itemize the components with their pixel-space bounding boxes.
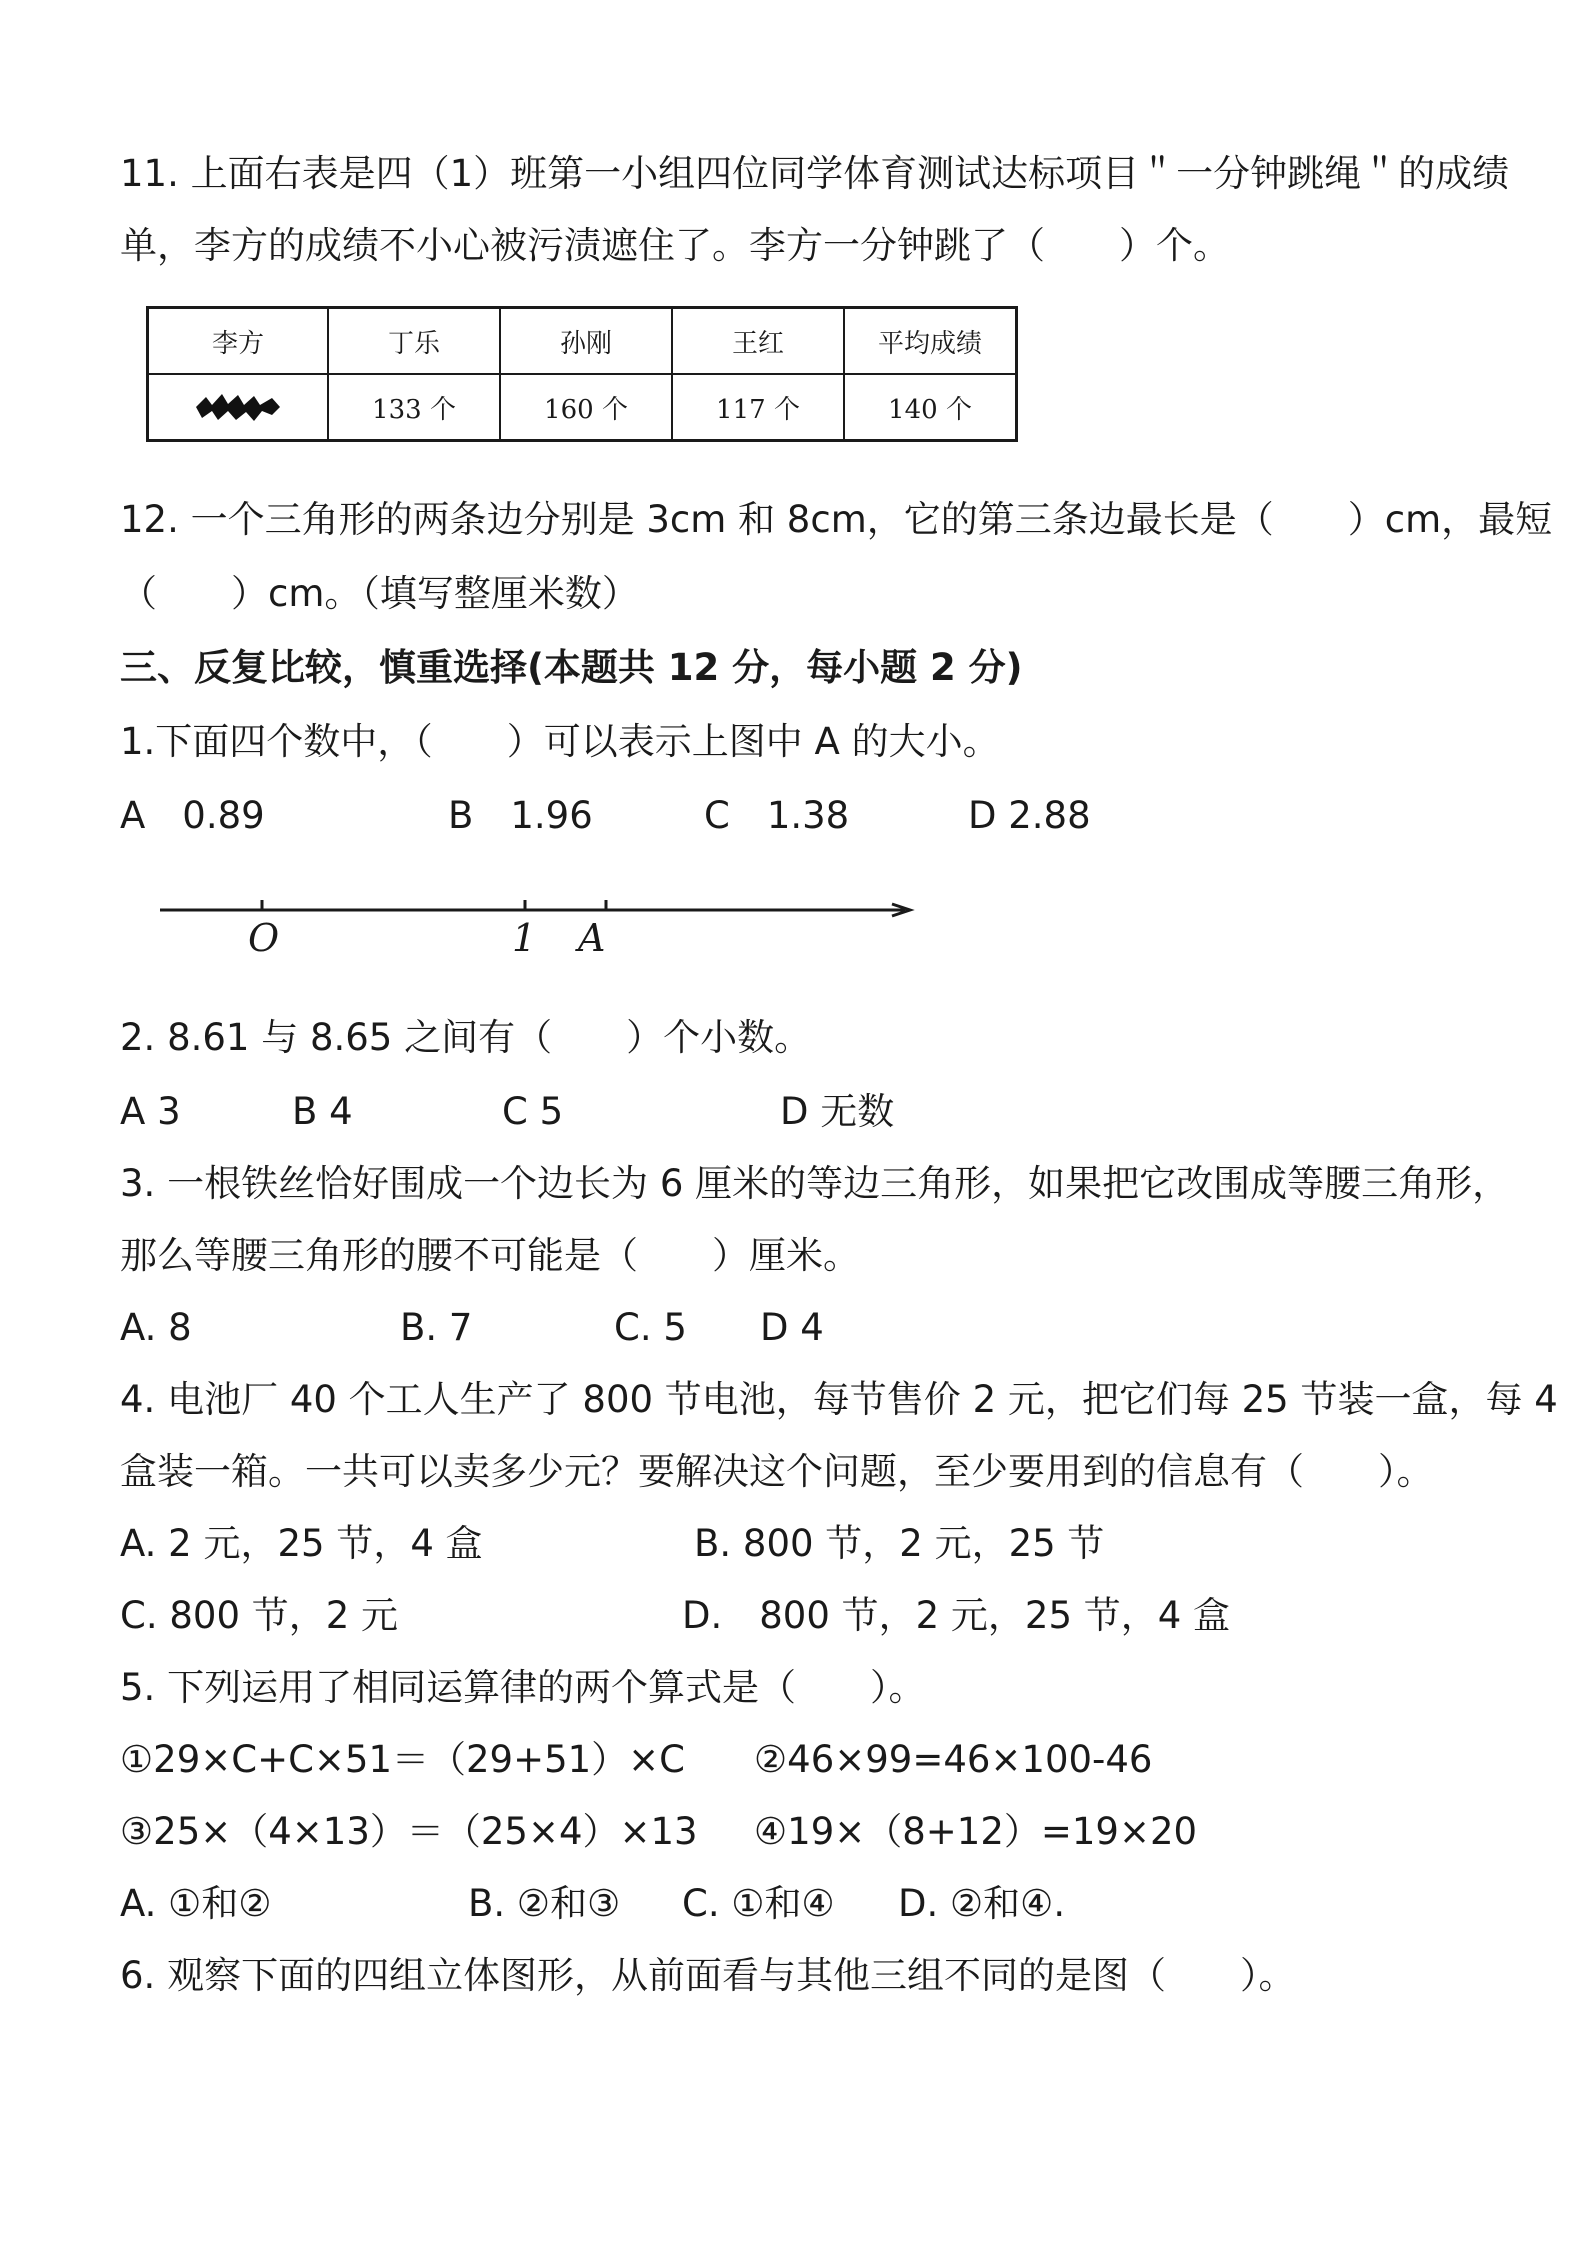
- c5-question: 5. 下列运用了相同运算律的两个算式是（ ）。: [120, 1666, 926, 1709]
- q11-line2: 单，李方的成绩不小心被污渍遮住了。李方一分钟跳了（ ）个。: [120, 224, 1230, 267]
- table-row: [148, 374, 1017, 441]
- table-header-cell: 丁乐: [328, 308, 500, 375]
- c2-option-a: A 3: [120, 1090, 181, 1133]
- c1-option-b: B 1.96: [448, 794, 593, 837]
- c1-option-c: C 1.38: [704, 794, 850, 837]
- table-cell: 117 个: [672, 374, 844, 441]
- c5-formula-3: ③25×（4×13）＝（25×4）×13: [120, 1810, 698, 1853]
- table-header-cell: 李方: [148, 308, 329, 375]
- c2-option-c: C 5: [502, 1090, 564, 1133]
- table-header-cell: 王红: [672, 308, 844, 375]
- c5-formula-2: ②46×99=46×100-46: [754, 1738, 1153, 1781]
- c3-option-c: C. 5: [614, 1306, 687, 1349]
- c4-line1: 4. 电池厂 40 个工人生产了 800 节电池，每节售价 2 元，把它们每 25 节装一盒，每 4: [120, 1378, 1558, 1421]
- c1-question: 1.下面四个数中，（ ）可以表示上图中 A 的大小。: [120, 720, 1000, 763]
- c5-option-c: C. ①和④: [682, 1882, 835, 1925]
- c6-question: 6. 观察下面的四组立体图形，从前面看与其他三组不同的是图（ ）。: [120, 1954, 1296, 1997]
- table-cell: 140 个: [844, 374, 1017, 441]
- c5-formula-1: ①29×C+C×51＝（29+51）×C: [120, 1738, 686, 1781]
- c3-option-a: A. 8: [120, 1306, 192, 1349]
- number-line-origin-label: O: [248, 916, 280, 960]
- c1-option-a: A 0.89: [120, 794, 265, 837]
- score-table: [146, 306, 1018, 442]
- q12-line1: 12. 一个三角形的两条边分别是 3cm 和 8cm，它的第三条边最长是（ ）cm，最短: [120, 498, 1553, 541]
- c2-option-b: B 4: [292, 1090, 353, 1133]
- table-header-cell: 孙刚: [500, 308, 672, 375]
- number-line-a-label: A: [578, 916, 606, 960]
- table-header-cell: 平均成绩: [844, 308, 1017, 375]
- c5-formula-4: ④19×（8+12）=19×20: [754, 1810, 1198, 1853]
- c4-option-a: A. 2 元，25 节，4 盒: [120, 1522, 483, 1565]
- q11-line1: 11. 上面右表是四（1）班第一小组四位同学体育测试达标项目＂一分钟跳绳＂的成绩: [120, 152, 1510, 195]
- c5-option-b: B. ②和③: [468, 1882, 621, 1925]
- c4-option-c: C. 800 节，2 元: [120, 1594, 399, 1637]
- c3-option-b: B. 7: [400, 1306, 473, 1349]
- c1-option-d: D 2.88: [968, 794, 1091, 837]
- number-line: [160, 890, 920, 980]
- c4-option-b: B. 800 节，2 元，25 节: [694, 1522, 1105, 1565]
- c5-option-a: A. ①和②: [120, 1882, 272, 1925]
- c4-line2: 盒装一箱。一共可以卖多少元？要解决这个问题，至少要用到的信息有（ ）。: [120, 1450, 1434, 1493]
- ink-smudge-icon: [192, 391, 284, 423]
- number-line-one-label: 1: [512, 916, 537, 960]
- table-row: [148, 308, 1017, 375]
- table-cell: 160 个: [500, 374, 672, 441]
- c2-option-d: D 无数: [780, 1090, 895, 1133]
- c5-option-d: D. ②和④.: [898, 1882, 1066, 1925]
- c3-option-d: D 4: [760, 1306, 824, 1349]
- section-heading: 三、反复比较，慎重选择(本题共 12 分，每小题 2 分): [120, 646, 1023, 689]
- table-cell: 133 个: [328, 374, 500, 441]
- c3-line2: 那么等腰三角形的腰不可能是（ ）厘米。: [120, 1234, 860, 1277]
- smudged-cell: [148, 374, 329, 441]
- c2-question: 2. 8.61 与 8.65 之间有（ ）个小数。: [120, 1016, 812, 1059]
- q12-line2: （ ）cm。（填写整厘米数）: [120, 572, 639, 615]
- c4-option-d: D. 800 节，2 元，25 节，4 盒: [682, 1594, 1231, 1637]
- c3-line1: 3. 一根铁丝恰好围成一个边长为 6 厘米的等边三角形，如果把它改围成等腰三角形，: [120, 1162, 1510, 1205]
